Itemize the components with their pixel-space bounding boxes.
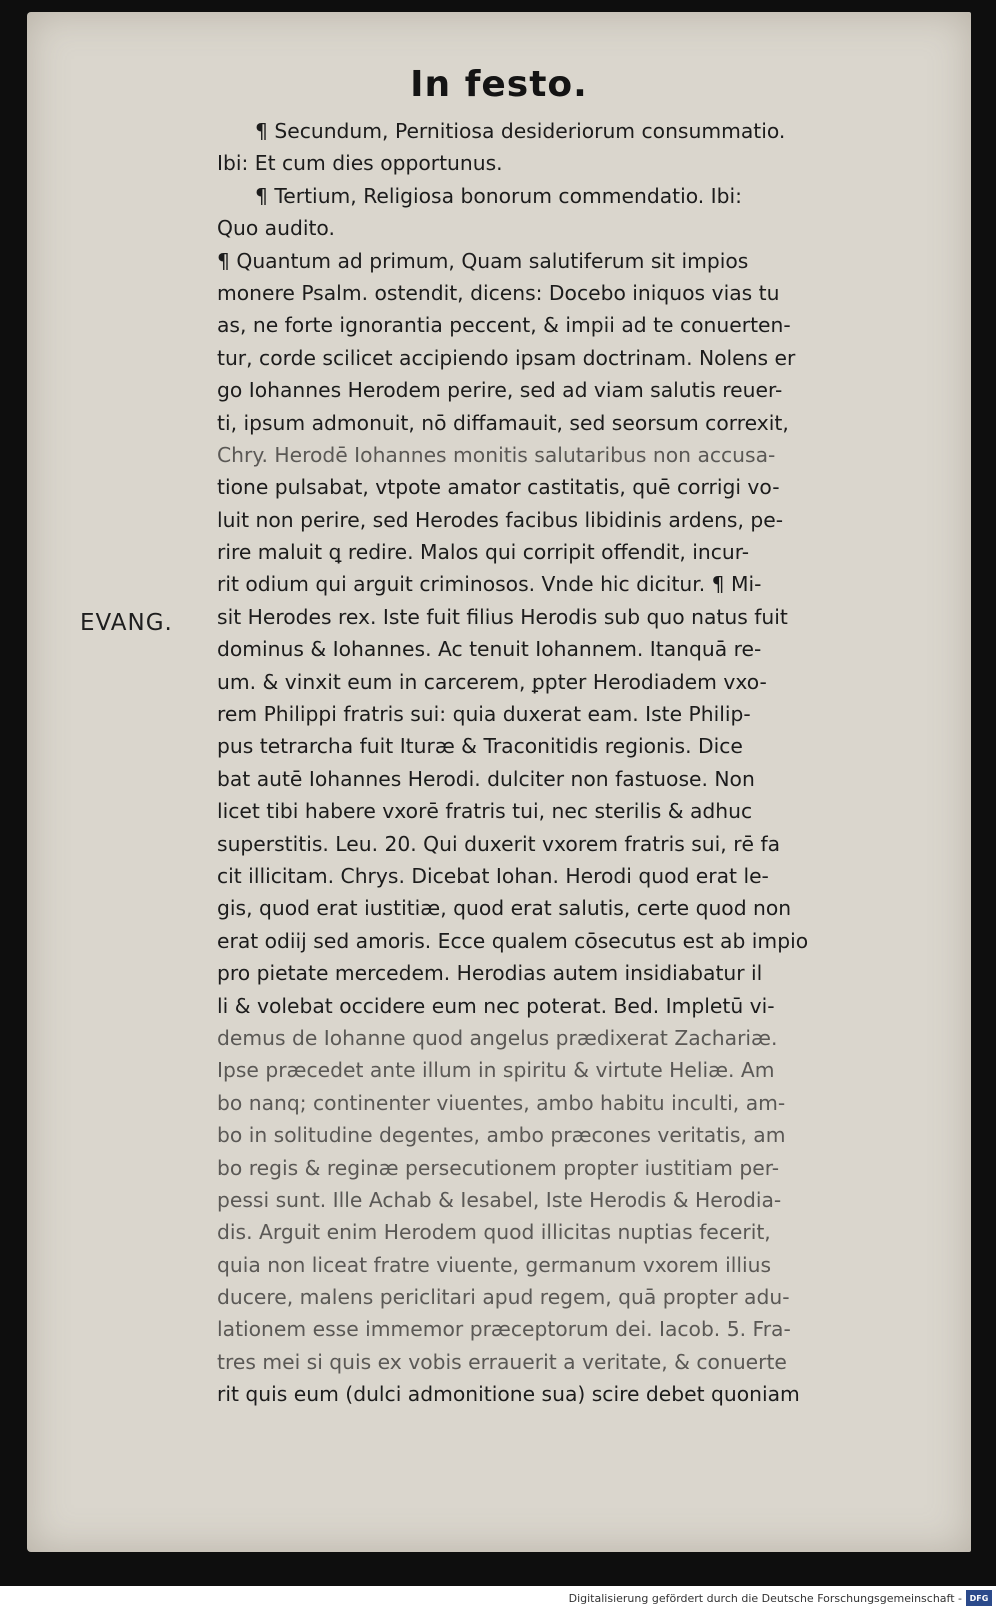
text-line: rem Philippi fratris sui: quia duxerat eam. Iste Philip- [217, 702, 751, 727]
text-line: sit Herodes rex. Iste fuit filius Herodis sub quo natus fuit [217, 604, 788, 629]
text-line: Ipse præcedet ante illum in spiritu & virtute Heliæ. Am [217, 1058, 775, 1083]
text-line: quia non liceat fratre viuente, germanum vxorem illius [217, 1252, 772, 1277]
text-line: luit non perire, sed Herodes facibus libidinis ardens, pe- [217, 507, 784, 532]
text-line: li & volebat occidere eum nec poterat. Bed. Impletū vi- [217, 993, 775, 1018]
text-line: bo nanq; continenter viuentes, ambo habitu inculti, am- [217, 1090, 786, 1115]
text-line: demus de Iohanne quod angelus prædixerat Zachariæ. [217, 1025, 778, 1050]
text-line: cit illicitam. Chrys. Dicebat Iohan. Herodi quod erat le- [217, 863, 769, 888]
text-line: um. & vinxit eum in carcerem, ꝑpter Herodiadem vxo- [217, 669, 767, 694]
footer-credit: Digitalisierung gefördert durch die Deutsche Forschungsgemeinschaft - [568, 1592, 962, 1605]
text-line: ¶ Secundum, Pernitiosa desideriorum consummatio. [255, 119, 786, 143]
text-line: Chry. Herodē Iohannes monitis salutaribus non accusa- [217, 442, 776, 467]
text-line: ti, ipsum admonuit, nō diffamauit, sed seorsum correxit, [217, 410, 789, 435]
text-line: pessi sunt. Ille Achab & Iesabel, Iste Herodis & Herodia- [217, 1187, 782, 1212]
text-line: tione pulsabat, vtpote amator castitatis, quē corrigi vo- [217, 475, 780, 500]
running-head: In festo. [410, 64, 588, 105]
text-line: pro pietate mercedem. Herodias autem insidiabatur il [217, 961, 763, 986]
text-line: pus tetrarcha fuit Ituræ & Traconitidis regionis. Dice [217, 734, 743, 759]
footer-bar [0, 1586, 1000, 1615]
text-line: licet tibi habere vxorē fratris tui, nec sterilis & adhuc [217, 799, 753, 824]
text-line: lationem esse immemor præceptorum dei. Iacob. 5. Fra- [217, 1317, 791, 1342]
text-line: erat odiĳ sed amoris. Ecce qualem cōsecutus est ab impio [217, 928, 809, 953]
text-line: as, ne forte ignorantia peccent, & impii ad te conuerten- [217, 313, 791, 338]
text-line: Quo audito. [217, 216, 335, 241]
text-line: dominus & Iohannes. Ac tenuit Iohannem. Itanquā re- [217, 637, 762, 662]
text-block [217, 115, 922, 1411]
text-line: rire maluit ꝗ redire. Malos qui corripit offendit, incur- [217, 540, 750, 565]
text-line: tur, corde scilicet accipiendo ipsam doctrinam. Nolens er [217, 345, 796, 370]
text-line: Ibi: Et cum dies opportunus. [217, 151, 503, 176]
text-line: gis, quod erat iustitiæ, quod erat salutis, certe quod non [217, 896, 792, 921]
text-line: rit quis eum (dulci admonitione sua) scire debet quoniam [217, 1382, 800, 1407]
margin-note: EVANG. [80, 610, 173, 636]
text-line: dis. Arguit enim Herodem quod illicitas nuptias fecerit, [217, 1220, 771, 1245]
text-line: bat autē Iohannes Herodi. dulciter non fastuose. Non [217, 766, 755, 791]
book-page [27, 12, 971, 1552]
dfg-logo-icon: DFG [966, 1590, 992, 1606]
text-line: monere Psalm. ostendit, dicens: Docebo iniquos vias tu [217, 280, 780, 305]
text-line: ducere, malens periclitari apud regem, quā propter adu- [217, 1285, 790, 1310]
text-line: go Iohannes Herodem perire, sed ad viam salutis reuer- [217, 378, 783, 403]
text-line: bo in solitudine degentes, ambo præcones veritatis, am [217, 1123, 786, 1148]
text-line: rit odium qui arguit criminosos. Vnde hic dicitur. ¶ Mi- [217, 572, 762, 597]
text-line: ¶ Quantum ad primum, Quam salutiferum sit impios [217, 248, 749, 273]
text-line: ¶ Tertium, Religiosa bonorum commendatio. Ibi: [255, 183, 742, 208]
text-line: bo regis & reginæ persecutionem propter iustitiam per- [217, 1155, 780, 1180]
text-line: superstitis. Leu. 20. Qui duxerit vxorem fratris sui, rē fa [217, 831, 781, 856]
text-line: tres mei si quis ex vobis errauerit a veritate, & conuerte [217, 1349, 787, 1374]
